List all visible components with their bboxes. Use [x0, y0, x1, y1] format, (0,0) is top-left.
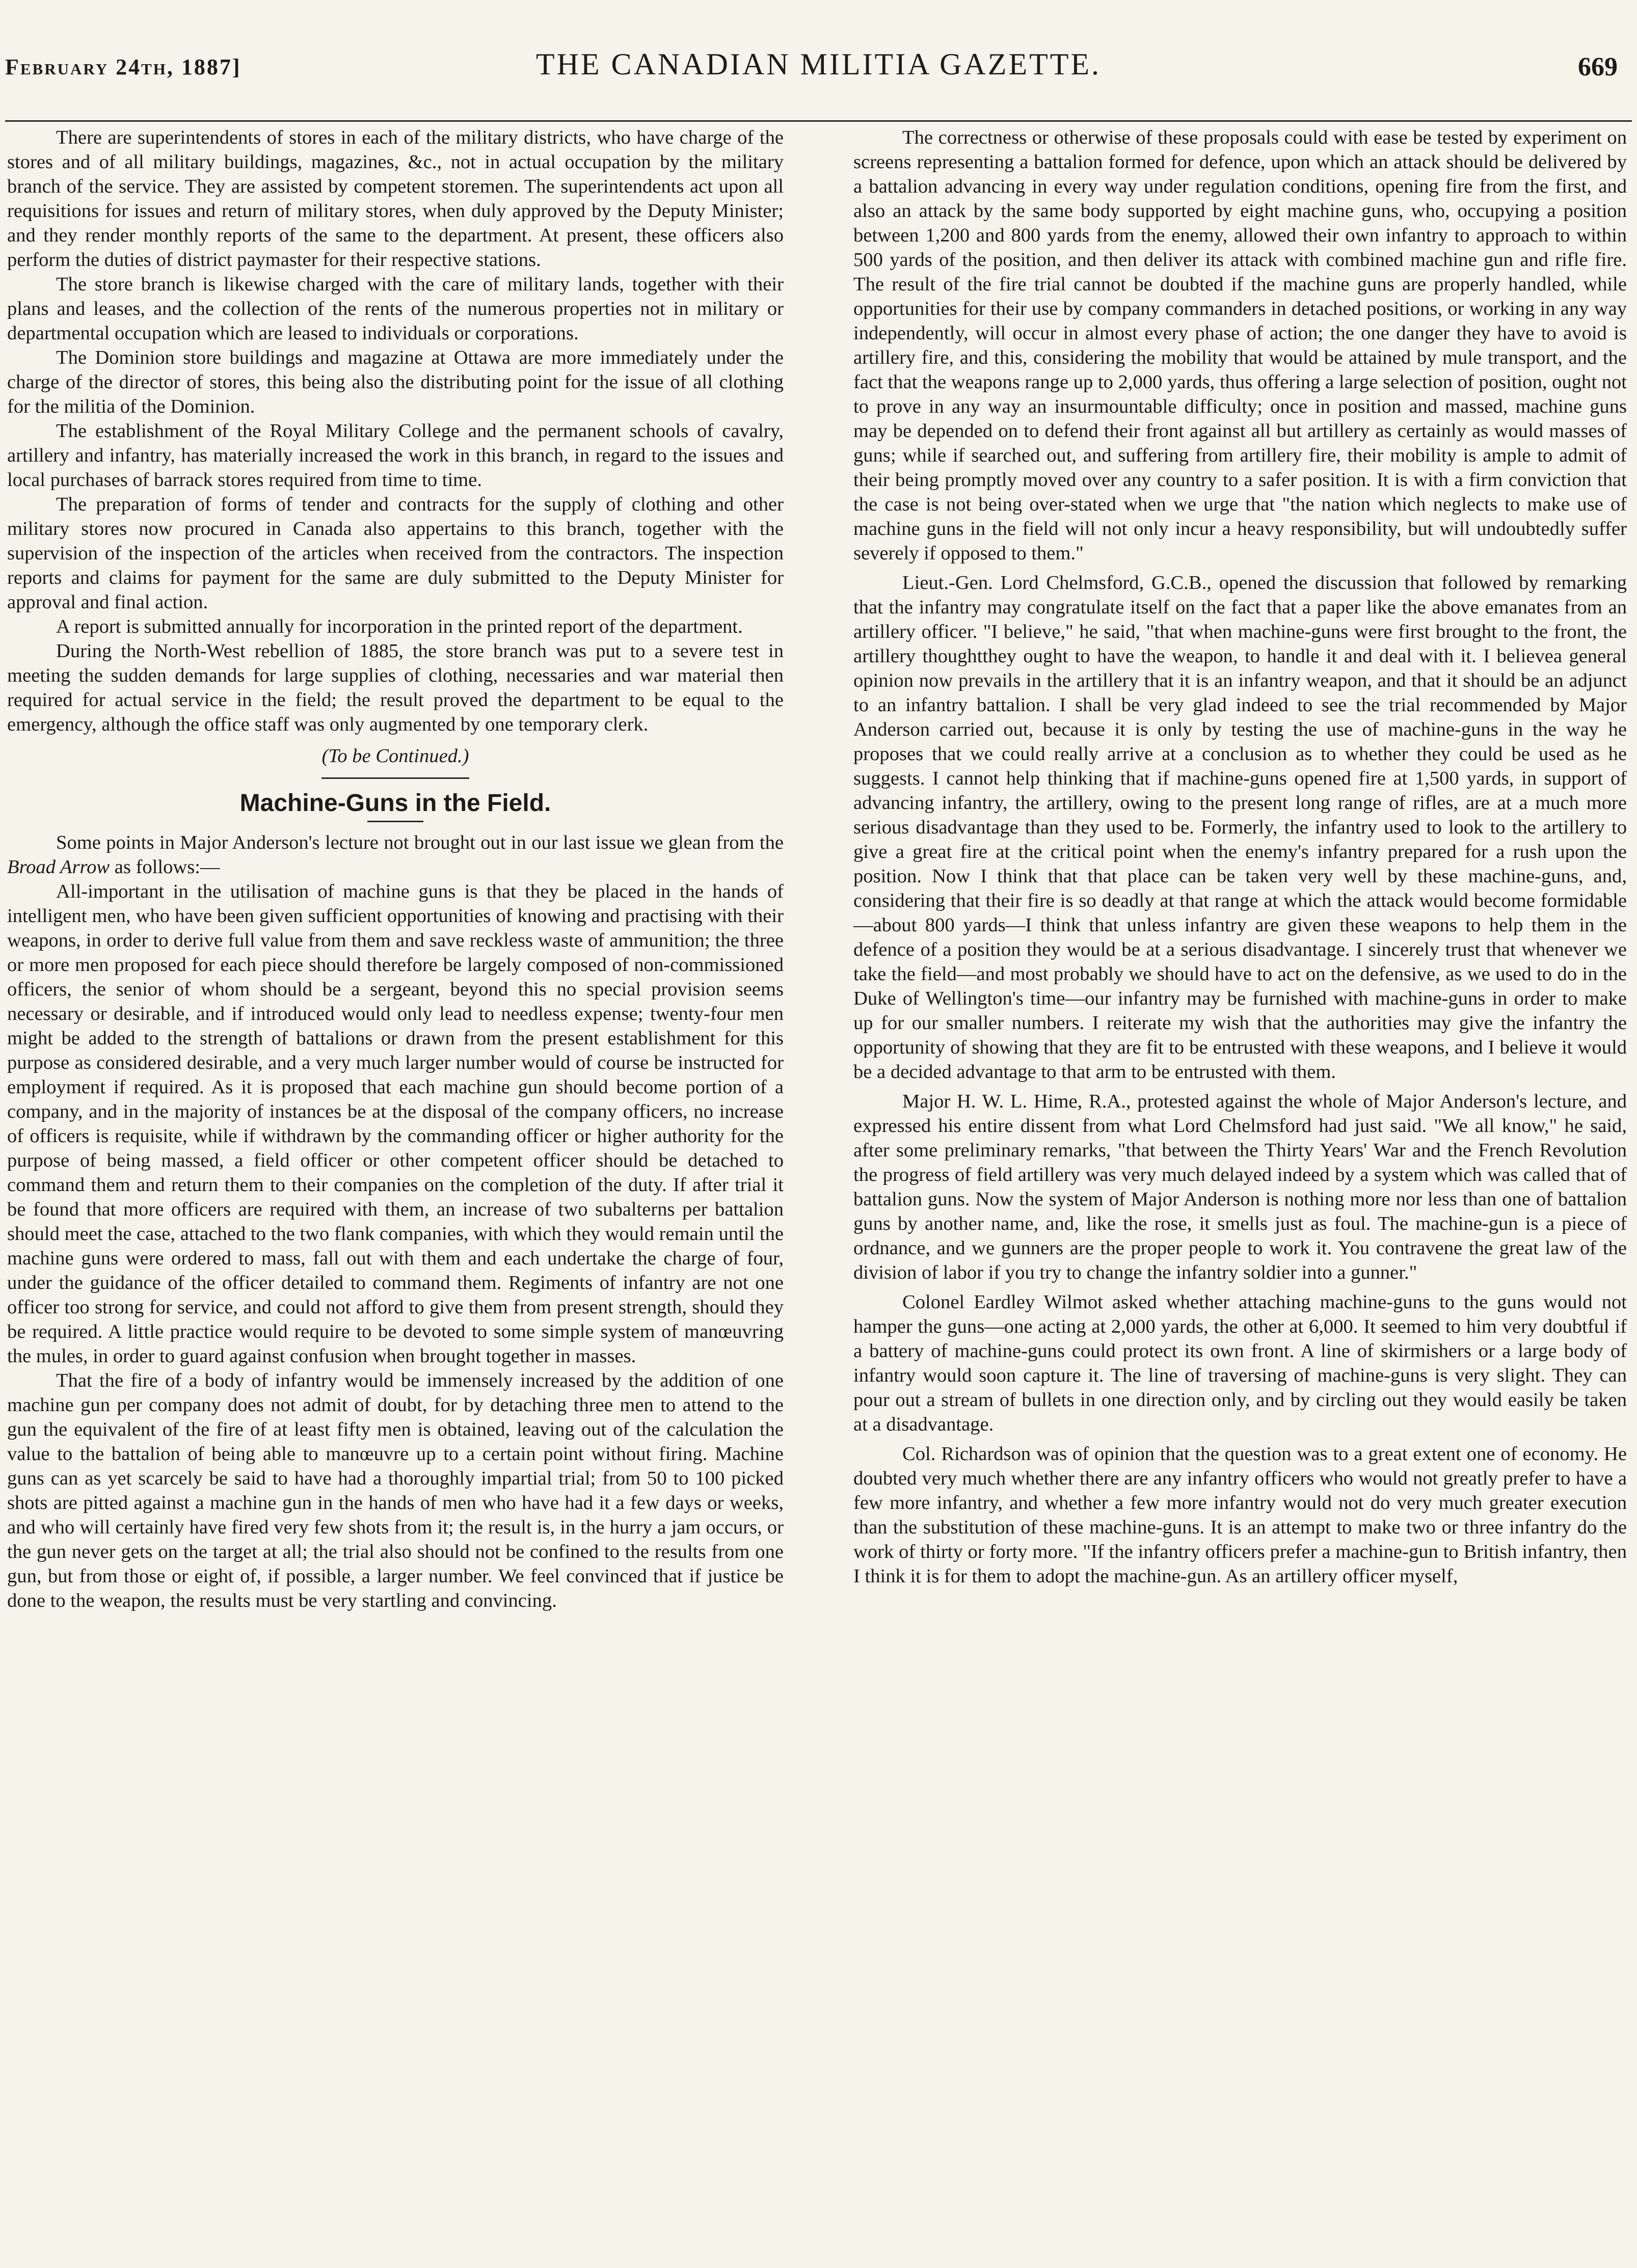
intro-text-b: as follows:— — [110, 856, 220, 878]
right-column — [853, 125, 1627, 2250]
intro-text-a: Some points in Major Anderson's lecture not brought out in our last issue we glean from the — [56, 832, 784, 853]
paragraph-royal-military-college: The establishment of the Royal Military College and the permanent schools of cavalry, artillery and infantry, has materially increased the work in this branch, in regard to the issues and local purchases of barrack stores required from time to time. — [7, 420, 784, 491]
paragraph-dominion-stores: The Dominion store buildings and magazine at Ottawa are more immediately under the charge of the director of stores, this being also the distributing point for the issue of all clothing for the militia of the Dominion. — [7, 347, 784, 417]
paragraph-fire-increase: That the fire of a body of infantry would be immensely increased by the addition of one machine gun per company does not admit of doubt, for by detaching three men to attend to the gun the equivalent of the fire of at least fifty men is obtained, leaving out of the calculation the value to the battalion of being able to manœuvre up to a certain point without firing. Machine guns can as yet scarcely be said to have had a thoroughly impartial trial; from 50 to 100 picked shots are pitted against a machine gun in the hands of men who have had it a few days or weeks, and who will certainly have fired very few shots from it; the result is, in the hurry a jam occurs, or the gun never gets on the target at all; the trial also should not be confined to the results from one gun, but from those or eight of, if possible, a larger number. We feel convinced that if justice be done to the weapon, the results must be very startling and convincing. — [7, 1370, 784, 1611]
issue-date: February 24th, 1887] — [5, 55, 241, 79]
source-publication: Broad Arrow — [7, 856, 110, 878]
to-be-continued: (To be Continued.) — [321, 745, 469, 767]
paragraph-annual-report: A report is submitted annually for incorporation in the printed report of the department. — [56, 616, 743, 637]
paragraph-major-hime: Major H. W. L. Hime, R.A., protested against the whole of Major Anderson's lecture, and expressed his entire dissent from what Lord Chelmsford had just said. "We all know," he said, after some preliminary remarks, "that between the Thirty Years' War and the French Revolution the progress of field artillery was very much delayed indeed by a system which was called that of battalion guns. Now the system of Major Anderson is nothing more nor less than one of battalion guns by another name, and, like the rose, it smells just as foul. The machine-gun is a piece of ordnance, and we gunners are the proper people to work it. You contravene the great law of the division of labor if you try to change the infantry soldier into a gunner." — [853, 1091, 1627, 1283]
paragraph-superintendents: There are superintendents of stores in each of the military districts, who have charge of the stores and of all military buildings, magazines, &c., not in actual occupation by the military branch of the service. They are assisted by competent storemen. The superintendents act upon all requisitions for issues and return of military stores, when duly approved by the Deputy Minister; and they render monthly reports of the same to the department. At present, these officers also perform the duties of district paymaster for their respective stations. — [7, 127, 784, 271]
header-rule — [5, 120, 1632, 122]
paragraph-store-branch: The store branch is likewise charged with the care of military lands, together with their plans and leases, and the collection of the rents of the numerous properties not in military or departmental occupation which are leased to individuals or corporations. — [7, 274, 784, 344]
paragraph-tender-forms: The preparation of forms of tender and contracts for the supply of clothing and other military stores now procured in Canada also appertains to this branch, together with the supervision of the inspection of the articles when received from the contractors. The inspection reports and claims for payment for the same are duly submitted to the Deputy Minister for approval and final action. — [7, 494, 784, 613]
title-underline — [367, 821, 423, 822]
paragraph-col-richardson: Col. Richardson was of opinion that the question was to a great extent one of economy. He doubted very much whether there are any infantry officers who would not greatly prefer to have a few more infantry, and whether a few more infantry would not do very much greater execution than the substitution of these machine-guns. It is an attempt to make two or three infantry do the work of thirty or forty more. "If the infantry officers prefer a machine-gun to British infantry, then I think it is for them to adopt the machine-gun. As an artillery officer myself, — [853, 1443, 1627, 1587]
paragraph-intro — [7, 830, 784, 879]
page-number: 669 — [1578, 52, 1618, 82]
paragraph-colonel-wilmot: Colonel Eardley Wilmot asked whether attaching machine-guns to the guns would not hamper the guns—one acting at 2,000 yards, the other at 6,000. It seemed to him very doubtful if a battery of machine-guns could protect its own front. A line of skirmishers or a large body of infantry would soon capture it. The line of traversing of machine-guns is very slight. They can pour out a stream of bullets in one direction only, and by circling out they would easily be taken at a disadvantage. — [853, 1291, 1627, 1435]
publication-title: THE CANADIAN MILITIA GAZETTE. — [535, 47, 1102, 81]
paragraph-utilisation: All-important in the utilisation of machine guns is that they be placed in the hands of intelligent men, who have been given sufficient opportunities of knowing and practising with their weapons, in order to derive full value from them and save reckless waste of ammunition; the three or more men proposed for each piece should therefore be largely composed of non-commissioned officers, the senior of whom should be a sergeant, beyond this no special provision seems necessary or desirable, and if introduced would only lead to needless expense; twenty-four men might be added to the strength of battalions or drawn from the present establishment for this purpose as considered desirable, and a very much larger number would of course be instructed for employment if required. As it is proposed that each machine gun should become portion of a company, and in the majority of instances be at the disposal of the company officers, no increase of officers is requisite, while if withdrawn by the commanding officer or higher authority for the purpose of being massed, a field officer or other competent officer should be detached to command them and return them to their companies on the completion of the duty. If after trial it be found that more officers are required with them, an increase of two subalterns per battalion should meet the case, attached to the two flank companies, with which they would remain until the machine guns were ordered to mass, fall out with them and each undertake the charge of four, under the guidance of the officer detailed to command them. Regiments of infantry are not one officer too strong for service, and could not afford to give them from present strength, should they be required. A little practice would require to be devoted to some simple system of manœuvring the mules, in order to guard against confusion when brought together in masses. — [7, 881, 784, 1367]
section-divider — [321, 777, 469, 779]
article-title: Machine-Guns in the Field. — [239, 790, 551, 817]
left-column — [7, 125, 784, 2250]
page-header — [0, 47, 1637, 93]
paragraph-north-west-rebellion: During the North-West rebellion of 1885, the store branch was put to a severe test in meeting the sudden demands for large supplies of clothing, necessaries and war material then required for actual service in the field; the result proved the department to be equal to the emergency, although the office staff was only augmented by one temporary clerk. — [7, 640, 784, 735]
paragraph-proposals-test: The correctness or otherwise of these proposals could with ease be tested by experiment on screens representing a battalion formed for defence, upon which an attack should be delivered by a battalion advancing in every way under regulation conditions, opening fire from the first, and also an attack by the same body supported by eight machine guns, who, occupying a position between 1,200 and 800 yards from the enemy, allowed their own infantry to approach to within 500 yards of the position, and then deliver its attack with combined machine gun and rifle fire. The result of the fire trial cannot be doubted if the machine guns are properly handled, while opportunities for their use by company commanders in detached positions, or working in any way independently, will occur in almost every phase of action; the one danger they have to avoid is artillery fire, and this, considering the mobility that would be attained by mule transport, and the fact that the weapons range up to 2,000 yards, thus offering a large selection of position, ought not to prove in any way an insurmountable difficulty; once in position and massed, machine guns may be depended on to defend their front against all but artillery as certainly as would masses of guns; while if searched out, and suffering from artillery fire, their mobility is ample to admit of their being promptly moved over any country to a safer position. It is with a firm conviction that the case is not being over-stated when we urge that "the nation which neglects to make use of machine guns in the field will not only incur a heavy responsibility, but will undoubtedly suffer severely if opposed to them." — [853, 127, 1627, 564]
paragraph-lord-chelmsford: Lieut.-Gen. Lord Chelmsford, G.C.B., opened the discussion that followed by remarking that the infantry may congratulate itself on the fact that a paper like the above emanates from an artillery officer. "I believe," he said, "that when machine-guns were first brought to the front, the artillery thoughtthey ought to have the weapon, to handle it and deal with it. I believea general opinion now prevails in the artillery that it is an infantry weapon, and that it should be an adjunct to an infantry battalion. I shall be very glad indeed to see the trial recommended by Major Anderson carried out, because it is only by testing the use of machine-guns in the way he proposes that we could really arrive at a conclusion as to whether they could be used as he suggests. I cannot help thinking that if machine-guns opened fire at 1,500 yards, in support of advancing infantry, the artillery, owing to the present long range of rifles, are at a much more serious disadvantage than they used to be. Formerly, the infantry used to look to the artillery to give a great fire at the critical point when the enemy's infantry prepared for a rush upon the position. Now I think that that place can be taken very well by these machine-guns, and, considering that their fire is so deadly at that range at which the attack would become formidable—about 800 yards—I think that unless infantry are given these weapons to help them in the defence of a position they would be at a serious disadvantage. I sincerely trust that whenever we take the field—and most probably we should have to act on the defensive, as we used to do in the Duke of Wellington's time—our infantry may be furnished with machine-guns in order to make up for our smaller numbers. I reiterate my wish that the authorities may give the infantry the opportunity of showing that they are fit to be entrusted with these weapons, and I believe it would be a decided advantage to that arm to be entrusted with them. — [853, 572, 1627, 1083]
